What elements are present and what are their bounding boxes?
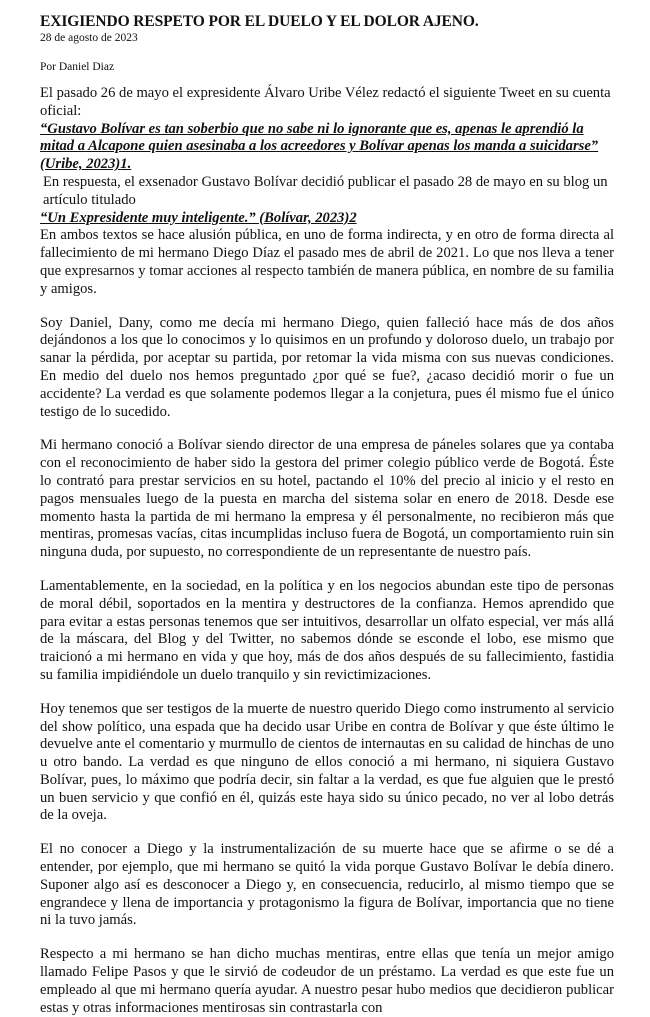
article-title: EXIGIENDO RESPETO POR EL DUELO Y EL DOLOR AJENO. [40,13,479,30]
bolivar-quote-text: “Un Expresidente muy inteligente.” (Bolívar, 2023) [40,209,350,226]
article-byline: Por Daniel Diaz [40,61,115,73]
article-date: 28 de agosto de 2023 [40,32,138,44]
article-body [40,315,614,1017]
intro-line-tweet: El pasado 26 de mayo el expresidente Álvaro Uribe Vélez redactó el siguiente Tweet en su cuenta oficial: [40,85,611,119]
uribe-quote [40,121,614,174]
paragraph: Hoy tenemos que ser testigos de la muerte de nuestro querido Diego como instrumento al servicio del show político, una espada que ha decido usar Uribe en contra de Bolívar y que éste último le devuelve ante el comentario y murmullo de cientos de internautas en su calidad de hinchas de uno u otro bando. La verdad es que ninguno de ellos conoció a mi hermano, ni siquiera Gustavo Bolívar, pues, lo máximo que podría decir, sin faltar a la verdad, es que fue alguien que le prestó un buen servicio y que confió en él, quizás este haya sido su único pecado, no ver al lobo detrás de la oveja. [40,700,614,824]
article-page [40,13,614,1017]
footnote-ref-1[interactable]: 1. [120,156,132,173]
paragraph: El no conocer a Diego y la instrumentalización de su muerte hace que se afirme o se dé a entender, por ejemplo, que mi hermano se quitó la vida porque Gustavo Bolívar le debía dinero. Suponer algo así es desconocer a Diego y, en consecuencia, reducirlo, al mismo tiempo que se engrandece y llena de importancia y protagonismo la figura de Bolívar, importancia que no tiene ni la tuvo jamás. [40,841,614,929]
bolivar-quote [40,210,614,228]
paragraph: Mi hermano conoció a Bolívar siendo director de una empresa de páneles solares que ya contaba con el reconocimiento de haber sido la gestora del primer colegio público verde de Bogotá. Éste lo contrató para prestar servicios en su hotel, pactando el 10% del precio al inicio y el resto en pagos mensuales luego de la puesta en marcha del sistema solar en enero de 2018. Desde ese momento hasta la partida de mi hermano la empresa y él personalmente, no recibieron más que mentiras, promesas vacías, citas incumplidas incluso fuera de Bogotá, un comportamiento ruin sin ninguna duda, por supuesto, no correspondiente de un representante de nuestro país. [40,437,614,561]
paragraph: Respecto a mi hermano se han dicho muchas mentiras, entre ellas que tenía un mejor amigo llamado Felipe Pasos y que le sirvió de codeudor de un préstamo. La verdad es que este fue un empleado al que mi hermano quería ayudar. A nuestro pesar hubo medios que decidieron publicar estas y otras informaciones mentirosas sin contrastarla con [40,946,614,1016]
intro-line-context: En ambos textos se hace alusión pública, en uno de forma indirecta, y en otro de forma directa al fallecimiento de mi hermano Diego Díaz el pasado mes de abril de 2021. Lo que nos lleva a tener que expresarnos y tomar acciones al respecto también de manera pública, en nombre de su familia y amigos. [40,227,614,297]
intro-block [40,85,614,299]
paragraph: Lamentablemente, en la sociedad, en la política y en los negocios abundan este tipo de personas de moral débil, soportados en la mentira y destructores de la confianza. Hemos aprendido que para evitar a estas personas tenemos que ser intuitivos, desarrollar un olfato especial, ver más allá de la máscara, del Blog y del Twitter, no sabemos dónde se esconde el lobo, ese mismo que traicionó a mi hermano en vida y que hoy, más de dos años después de su fallecimiento, fastidia su familia impidiéndole un duelo tranquilo y sin revictimizaciones. [40,577,614,683]
footnote-ref-2[interactable]: 2 [349,209,357,226]
intro-line-response: En respuesta, el exsenador Gustavo Bolívar decidió publicar el pasado 28 de mayo en su blog un artículo titulado [43,173,608,208]
uribe-quote-text: “Gustavo Bolívar es tan soberbio que no sabe ni lo ignorante que es, apenas le aprendió la mitad a Alcapone quien asesinaba a los acreedores y Bolívar apenas los manda a suicidarse” (Uribe, 2023) [40,120,599,173]
paragraph: Soy Daniel, Dany, como me decía mi hermano Diego, quien falleció hace más de dos años dejándonos a los que lo conocimos y lo quisimos en un profundo y doloroso duelo, un trabajo por sanar la pérdida, por aceptar su partida, por retomar la vida misma con sus nuevas condiciones. En medio del duelo nos hemos preguntado ¿por qué se fue?, ¿acaso decidió morir o fue un accidente? La verdad es que solamente podemos llegar a la conjetura, pues él mismo fue el único testigo de lo sucedido. [40,314,614,420]
